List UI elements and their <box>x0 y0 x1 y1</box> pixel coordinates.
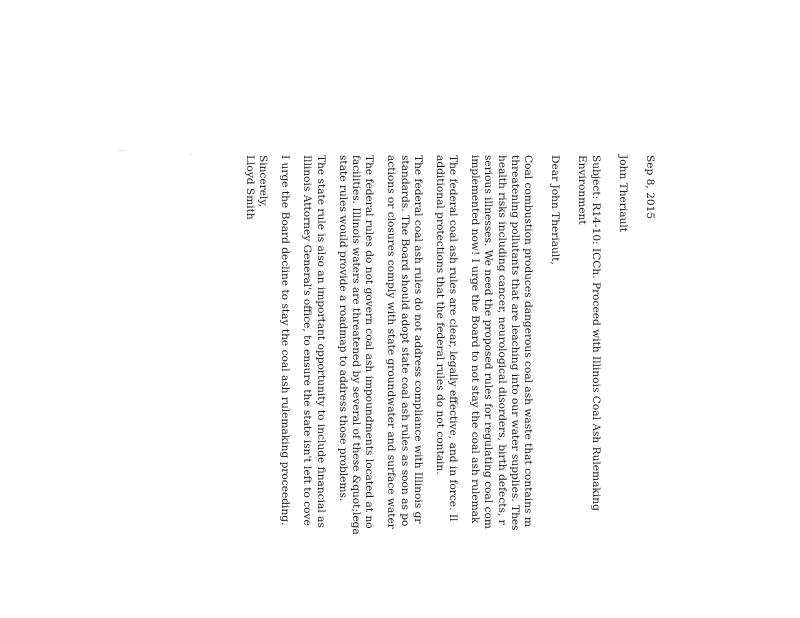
paragraph-1-line: serious illnesses. We need the proposed rules for regulating coal com <box>482 155 495 529</box>
paragraph-4-line: The federal rules do not govern coal ash impoundments located at no <box>363 155 376 529</box>
paragraph-4-line: facilities. Illinois waters are threatened by several of these &quot;lega <box>350 155 362 535</box>
letter-subject-line-2: Environment <box>576 155 589 225</box>
paragraph-1-line: threatening pollutants that are leaching into our water supplies. Thes <box>508 155 521 531</box>
paragraph-5-line: Illinois Attorney General's office, to ensure the state isn't left to cove <box>301 155 314 526</box>
letter-signature: Lloyd Smith <box>243 155 256 220</box>
letter-closing: Sincerely, <box>257 155 270 208</box>
paragraph-1-line: implemented now! I urge the Board to not stay the coal ash rulemak <box>469 155 482 524</box>
paragraph-6: I urge the Board decline to stay the coal ash rulemaking proceeding. <box>279 155 292 526</box>
letter-date: Sep 8, 2015 <box>644 155 656 220</box>
paragraph-3-line: The federal coal ash rules do not address compliance with Illinois gr <box>411 155 424 524</box>
paragraph-4-line: state rules would provide a roadmap to address those problems. <box>336 155 349 502</box>
paragraph-3-line: actions or closures comply with state groundwater and surface water <box>385 155 398 529</box>
scan-speck: · <box>190 152 192 159</box>
paragraph-1-line: Coal combustion produces dangerous coal ash waste that contains m <box>522 155 535 527</box>
paragraph-2-line: The federal coal ash rules are clear, legally effective, and in force. Il <box>447 155 460 522</box>
paragraph-2-line: additional protections that the federal rules do not contain. <box>433 155 446 475</box>
letter-recipient: John Theriault <box>616 155 629 233</box>
paragraph-3-line: standards. The Board should adopt state coal ash rules as soon as po <box>398 155 411 527</box>
letter-salutation: Dear John Theriault, <box>549 155 562 265</box>
paragraph-1-line: health risks including cancer, neurological disorders, birth defects, r <box>495 155 508 525</box>
scan-speck: ·· · <box>118 148 126 155</box>
letter-body <box>243 155 656 618</box>
letter-subject-line-1: Subject: R14-10: ICCh. Proceed with Illinois Coal Ash Rulemaking <box>589 155 602 511</box>
paragraph-5-line: The state rule is also an important opportunity to include financial as <box>314 155 327 528</box>
